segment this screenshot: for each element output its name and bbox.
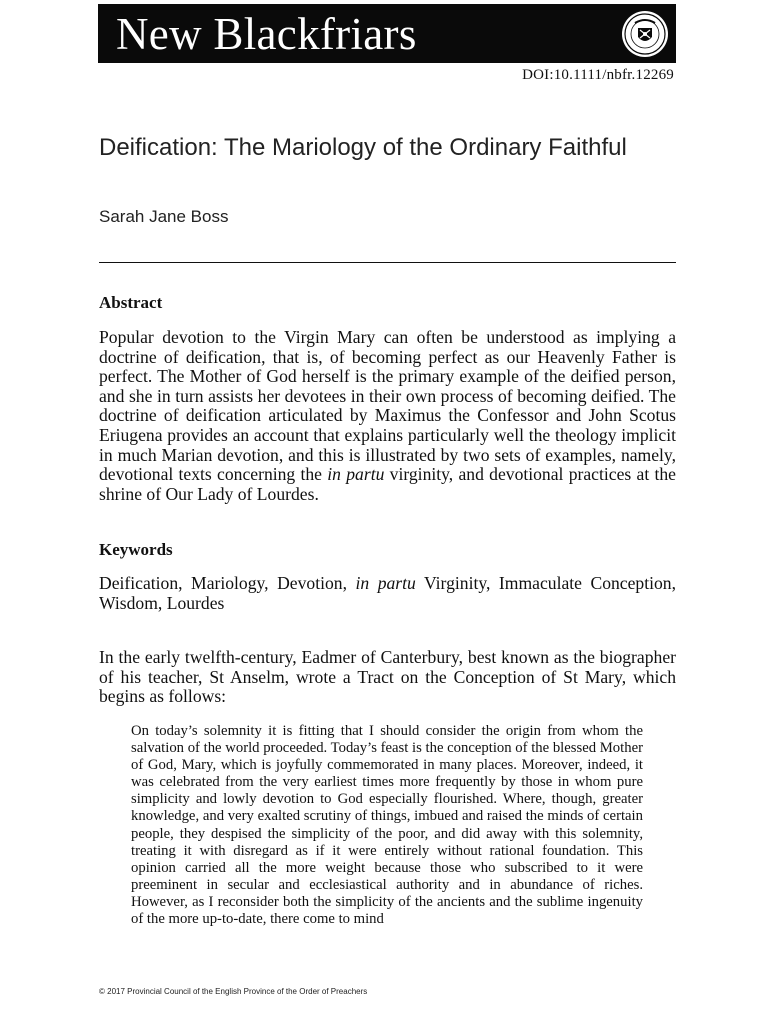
abstract-heading: Abstract (99, 293, 163, 312)
keywords-text-part: Deification, Mariology, Devotion, (99, 573, 356, 593)
article-title: Deification: The Mariology of the Ordinary Faithful (99, 134, 627, 161)
author-name: Sarah Jane Boss (99, 207, 229, 226)
keywords-text (99, 574, 676, 613)
title-divider (99, 262, 676, 263)
keywords-text-part: Virginity, Immaculate Conception, Wisdom, Lourdes (99, 573, 676, 613)
copyright-footer: © 2017 Provincial Council of the English Province of the Order of Preachers (99, 987, 368, 996)
abstract-italic-term: in partu (327, 464, 385, 485)
abstract-text-part: virginity, and devotional practices at the shrine of Our Lady of Lourdes. (99, 464, 676, 504)
dominican-crest-icon (620, 9, 670, 59)
doi-label: DOI:10.1111/nbfr.12269 (522, 67, 674, 83)
block-quotation: On today’s solemnity it is fitting that I should consider the origin from whom the salvation of the world proceeded. Today’s feast is the conception of the blessed Mother of God, Mary, which is joyfully commemorated in many places. Moreover, indeed, it was celebrated from the very earliest times more frequently by those in whom pure simplicity and lowly devotion to God especially flourished. Where, though, greater knowledge, and very exalted scrutiny of things, imbued and raised the minds of certain people, they despised the simplicity of the poor, and did away with this solemnity, treating it with disregard as if it were entirely without rational foundation. This opinion carried all the more weight because those who subscribed to it were preeminent in secular and ecclesiastical authority and in abundance of riches. However, as I reconsider both the simplicity of the ancients and the sublime ingenuity of the more up-to-date, there come to mind (131, 723, 643, 928)
journal-name: New Blackfriars (116, 9, 417, 59)
abstract-text (99, 328, 676, 504)
intro-paragraph: In the early twelfth-century, Eadmer of Canterbury, best known as the biographer of his teacher, St Anselm, wrote a Tract on the Conception of St Mary, which begins as follows: (99, 647, 676, 707)
keywords-heading: Keywords (99, 540, 173, 559)
keywords-italic-term: in partu (355, 573, 416, 593)
journal-masthead (98, 4, 676, 63)
abstract-text-part: Popular devotion to the Virgin Mary can often be understood as implying a doctrine of deification, that is, of becoming perfect as our Heavenly Father is perfect. The Mother of God herself is the primary example of the deified person, and she in turn assists her devotees in their own process of becoming deified. The doctrine of deification articulated by Maximus the Confessor and John Scotus Eriugena provides an account that explains particularly well the theology implicit in much Marian devotion, and this is illustrated by two sets of examples, namely, devotional texts concerning the (99, 327, 676, 485)
